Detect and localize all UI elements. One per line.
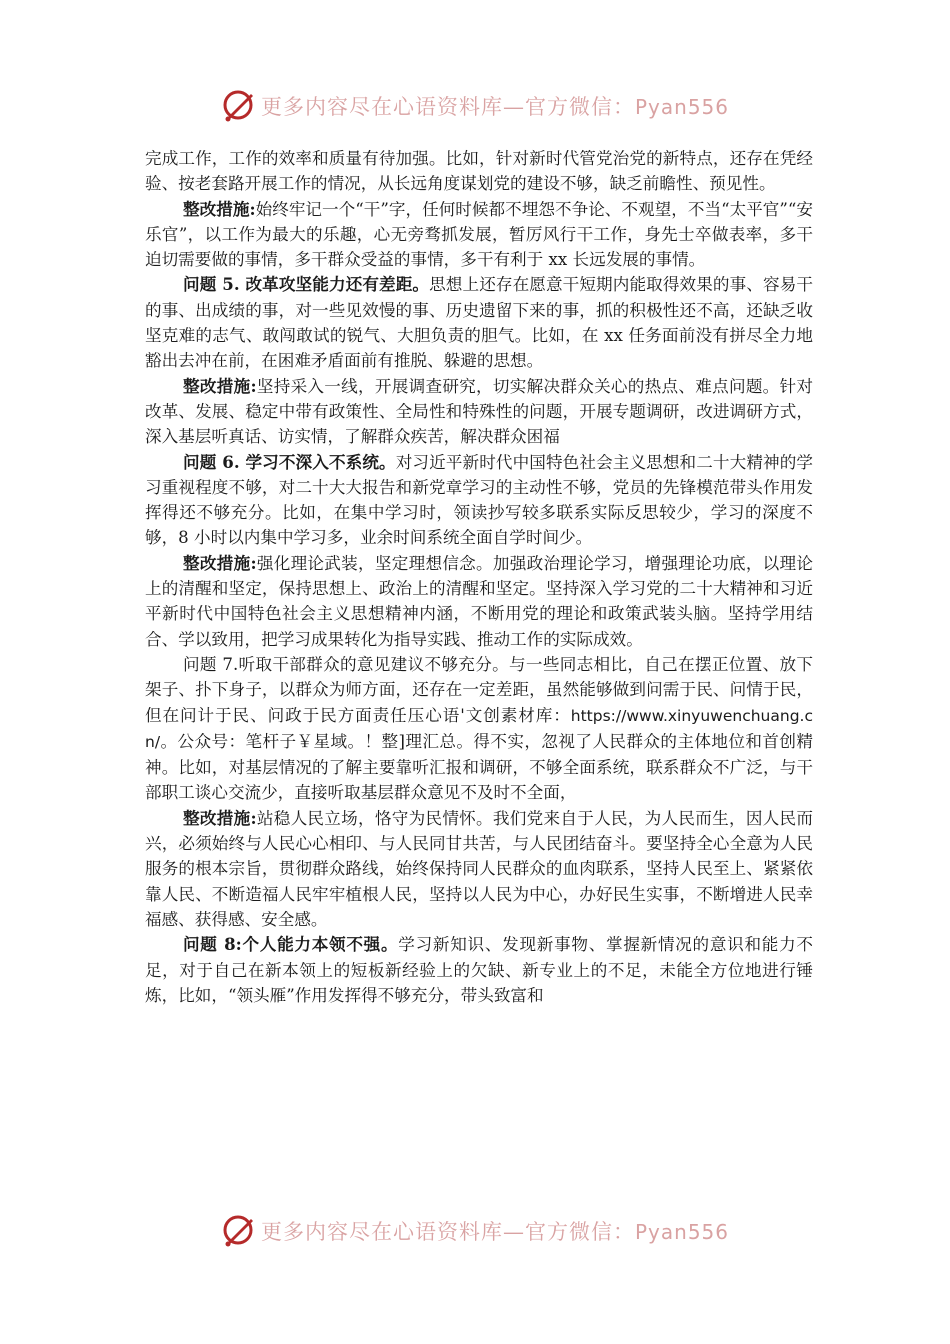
paragraph-label: 整改措施: xyxy=(183,807,257,828)
paragraph-text: 完成工作，工作的效率和质量有待加强。比如，针对新时代管党治党的新特点，还存在凭经验、按老套路开展工作的情况，从长远角度谋划党的建设不够，缺乏前瞻性、预见性。 xyxy=(145,149,813,194)
paragraph-continuation xyxy=(145,146,813,197)
paragraph-label: 整改措施: xyxy=(183,552,257,573)
paragraph-problem-6 xyxy=(145,450,813,551)
paragraph-heading: 问题 8:个人能力本领不强。 xyxy=(183,934,399,955)
header-watermark-banner xyxy=(0,84,950,128)
paragraph-text: 站稳人民立场，恪守为民情怀。我们党来自于人民，为人民而生，因人民而兴，必须始终与人民心心相印、与人民同甘共苦，与人民团结奋斗。要坚持全心全意为人民服务的根本宗旨，贯彻群众路线，始终保持同人民群众的血肉联系，坚持人民至上、紧紧依靠人民、不断造福人民牢牢植根人民，坚持以人民为中心，办好民生实事，不断增进人民幸福感、获得感、安全感。 xyxy=(145,808,813,929)
paragraph-problem-5 xyxy=(145,272,813,373)
source-url-text: https://www.xinyuwenchuang.cn/ xyxy=(145,706,813,751)
paragraph-heading: 问题 6. 学习不深入不系统。 xyxy=(183,451,396,472)
paragraph-text: 对习近平新时代中国特色社会主义思想和二十大精神的学习重视程度不够，对二十大大报告和新党章学习的主动性不够，党员的先锋模范带头作用发挥得还不够充分。比如，在集中学习时，领读抄写较多联系实际反思较少，学习的深度不够，8 小时以内集中学习多，业余时间系统全面自学时间少。 xyxy=(145,452,813,548)
paragraph-label: 整改措施: xyxy=(183,198,256,219)
paragraph-rectification-7 xyxy=(145,806,813,932)
paragraph-text: 强化理论武装，坚定理想信念。加强政治理论学习，增强理论功底，以理论上的清醒和坚定，保持思想上、政治上的清醒和坚定。坚持深入学习党的二十大精神和习近平新时代中国特色社会主义思想精神内涵，不断用党的理论和政策武装头脑。坚持学用结合、学以致用，把学习成果转化为指导实践、推动工作的实际成效。 xyxy=(145,553,813,649)
brush-logo-icon xyxy=(221,88,257,124)
paragraph-rectification-4 xyxy=(145,197,813,273)
paragraph-text: 坚持采入一线，开展调查研究，切实解决群众关心的热点、难点问题。针对改革、发展、稳定中带有政策性、全局性和特殊性的问题，开展专题调研，改进调研方式，深入基层听真话、访实情，了解群众疾苦，解决群众困福 xyxy=(145,376,813,447)
banner-chinese-text: 更多内容尽在心语资料库—官方微信： xyxy=(260,95,635,119)
banner-wechat-id: Pyan556 xyxy=(634,95,729,119)
paragraph-text: 学习新知识、发现新事物、掌握新情况的意识和能力不足，对于自己在新本领上的短板新经验上的欠缺、新专业上的不足，未能全方位地进行锤炼，比如，“领头雁”作用发挥得不够充分，带头致富和 xyxy=(145,935,814,1005)
paragraph-label: 整改措施: xyxy=(183,375,257,396)
banner-text xyxy=(261,1216,729,1246)
paragraph-heading: 问题 5. 改革攻坚能力还有差距。 xyxy=(183,274,430,295)
paragraph-text: 问题 7.听取干部群众的意见建议不够充分。与一些同志相比，自己在摆正位置、放下架子、扑下身子，以群众为师方面，还存在一定差距，虽然能够做到问需于民、问情于民，但在问计于民、问政于民方面责任压心语'文创素材库： xyxy=(145,654,813,725)
paragraph-problem-8 xyxy=(145,932,813,1008)
paragraph-text: 始终牢记一个“干”字，任何时候都不埋怨不争论、不观望，不当“太平官”“安乐官”，以工作为最大的乐趣，心无旁骛抓发展，暂厉风行干工作，身先士卒做表率，多干迫切需要做的事情，多干群众受益的事情，多干有利于 xx 长远发展的事情。 xyxy=(145,199,813,270)
brush-logo-icon xyxy=(221,1213,257,1249)
document-body xyxy=(145,146,813,1008)
paragraph-problem-7 xyxy=(145,652,813,806)
paragraph-text: 。公众号：笔杆子￥星域。！整]理汇总。得不实，忽视了人民群众的主体地位和首创精神。比如，对基层情况的了解主要靠听汇报和调研，不够全面系统，联系群众不广泛，与干部职工谈心交流少，直接听取基层群众意见不及时不全面， xyxy=(145,731,813,803)
paragraph-rectification-6 xyxy=(145,551,813,652)
paragraph-text: 思想上还存在愿意干短期内能取得效果的事、容易干的事、出成绩的事，对一些见效慢的事、历史遗留下来的事，抓的积极性还不高，还缺乏收坚克难的志气、敢闯敢试的锐气、大胆负责的胆气。比如，在 xx 任务面前没有拼尽全力地豁出去冲在前，在困难矛盾面前有推脱、躲避的思想。 xyxy=(145,275,813,371)
paragraph-rectification-5 xyxy=(145,374,813,450)
banner-chinese-text: 更多内容尽在心语资料库—官方微信： xyxy=(260,1220,635,1244)
banner-text xyxy=(261,91,729,121)
banner-wechat-id: Pyan556 xyxy=(634,1220,729,1244)
footer-watermark-banner xyxy=(0,1209,950,1253)
